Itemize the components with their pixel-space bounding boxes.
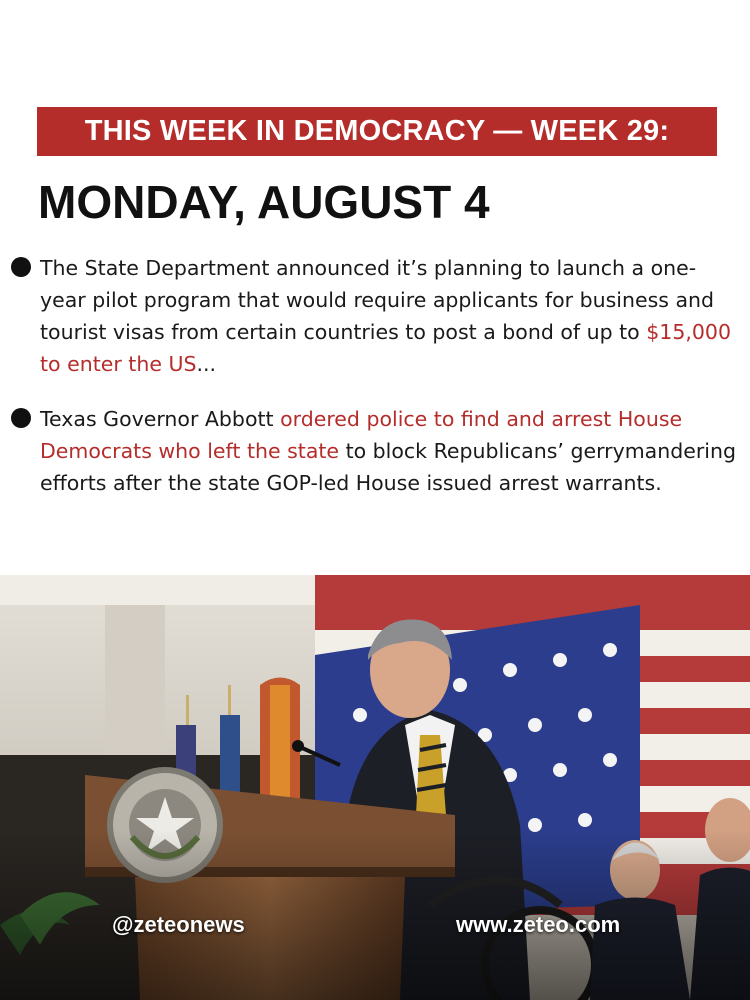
news-highlight: ordered police to find and arrest House Democrats who left the state (40, 407, 683, 463)
bullet-dot-icon (11, 257, 31, 277)
news-highlight: $15,000 to enter the US (40, 320, 732, 376)
page-date: MONDAY, AUGUST 4 (38, 176, 490, 228)
news-text: Texas Governor Abbott (40, 407, 281, 431)
news-text-end: to block Republicans’ gerrymandering efforts after the state GOP-led House issued arrest warrants. (40, 439, 736, 495)
website-link[interactable]: www.zeteo.com (456, 912, 621, 937)
header-banner (37, 107, 717, 156)
news-list (0, 252, 750, 499)
news-item-texas-arrest (0, 403, 750, 499)
bullet-dot-icon (11, 408, 31, 428)
news-item-visa-bond (0, 252, 750, 380)
news-text: The State Department announced it’s planning to launch a one-year pilot program that would require applicants for business and tourist visas from certain countries to post a bond of up to (40, 256, 715, 344)
social-handle: @zeteonews (112, 912, 245, 937)
news-text-end: ... (196, 352, 217, 376)
banner-title: THIS WEEK IN DEMOCRACY — WEEK 29: (84, 115, 670, 147)
